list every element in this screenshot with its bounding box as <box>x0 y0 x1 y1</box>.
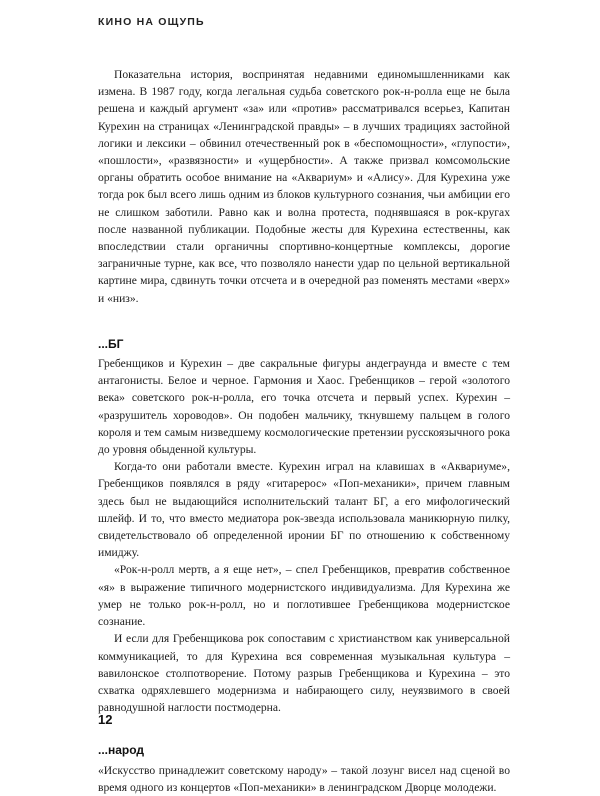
paragraph: Показательна история, воспринятая недавними единомышленниками как измена. В 1987 году, когда легальная судьба советского рок-н-ролла еще не была решена и каждый аргумент «за» или «против» рассматривался всерьез, Капитан Курехин на страницах «Ленинградской правды» – в лучших традициях застойной логики и лексики – обвинил отечественный рок в «беспомощности», «глупости», «пошлости», «развязности» и «ущербности». А также призвал комсомольские органы обратить особое внимание на «Аквариум» и «Алису». Для Курехина уже тогда рок был всего лишь одним из блоков культурного сознания, чьи амбиции его не слишком заботили. Равно как и волна протеста, поднявшаяся в рок-кругах после названной публикации. Подобные жесты для Курехина естественны, как впоследствии стали органичны спортивно-концертные комплексы, дорогие заграничные турне, как все, что позволяло нанести удар по цельной вертикальной картине мира, сдвинуть точки отсчета и в очередной раз поменять местами «верх» и «низ». <box>98 68 510 305</box>
section-heading: ...народ <box>98 743 145 758</box>
paragraph: И если для Гребенщикова рок сопоставим с христианством как универсальной коммуникацией, то для Курехина вся современная музыкальная культура – вавилонское столпотворение. Потому разрыв Гребенщикова и Курехина – это схватка одряхлевшего модернизма и набирающего силу, неуязвимого в своей равнодушной наглости постмодерна. <box>98 632 510 715</box>
page-body <box>98 66 510 796</box>
page-number: 12 <box>98 712 113 727</box>
running-header: КИНО НА ОЩУПЬ <box>98 16 205 28</box>
section-heading: ...БГ <box>98 336 124 351</box>
paragraph: Гребенщиков и Курехин – две сакральные фигуры андеграунда и вместе с тем антагонисты. Белое и черное. Гармония и Хаос. Гребенщиков – герой «золотого века» советского рок-н-ролла, его точка отсчета и первый успех. Курехин – «разрушитель хороводов». Он подобен мальчику, ткнувшему пальцем в голого короля и тем самым низведшему космологические претензии русскоязычного рока до уровня обыденной культуры. <box>98 357 510 457</box>
paragraph: Когда-то они работали вместе. Курехин играл на клавишах в «Аквариуме», Гребенщиков появлялся в ряду «гитарерос» «Поп-механики», причем главным здесь был не выдающийся исполнительский талант БГ, а его мифологический шлейф. И то, что вместо медиатора рок-звезда использовала маникюрную пилку, свидетельствовало об определенной иронии БГ по отношению к собственному имиджу. <box>98 460 510 560</box>
paragraph: «Рок-н-ролл мертв, а я еще нет», – спел Гребенщиков, превратив собственное «я» в выражение типичного модернистского индивидуализма. Для Курехина же умер не только рок-н-ролл, но и поглотившее Гребенщикова модернистское сознание. <box>98 563 510 629</box>
paragraph: «Искусство принадлежит советскому народу» – такой лозунг висел над сценой во время одного из концертов «Поп-механики» в ленинградском Дворце молодежи. <box>98 763 510 794</box>
